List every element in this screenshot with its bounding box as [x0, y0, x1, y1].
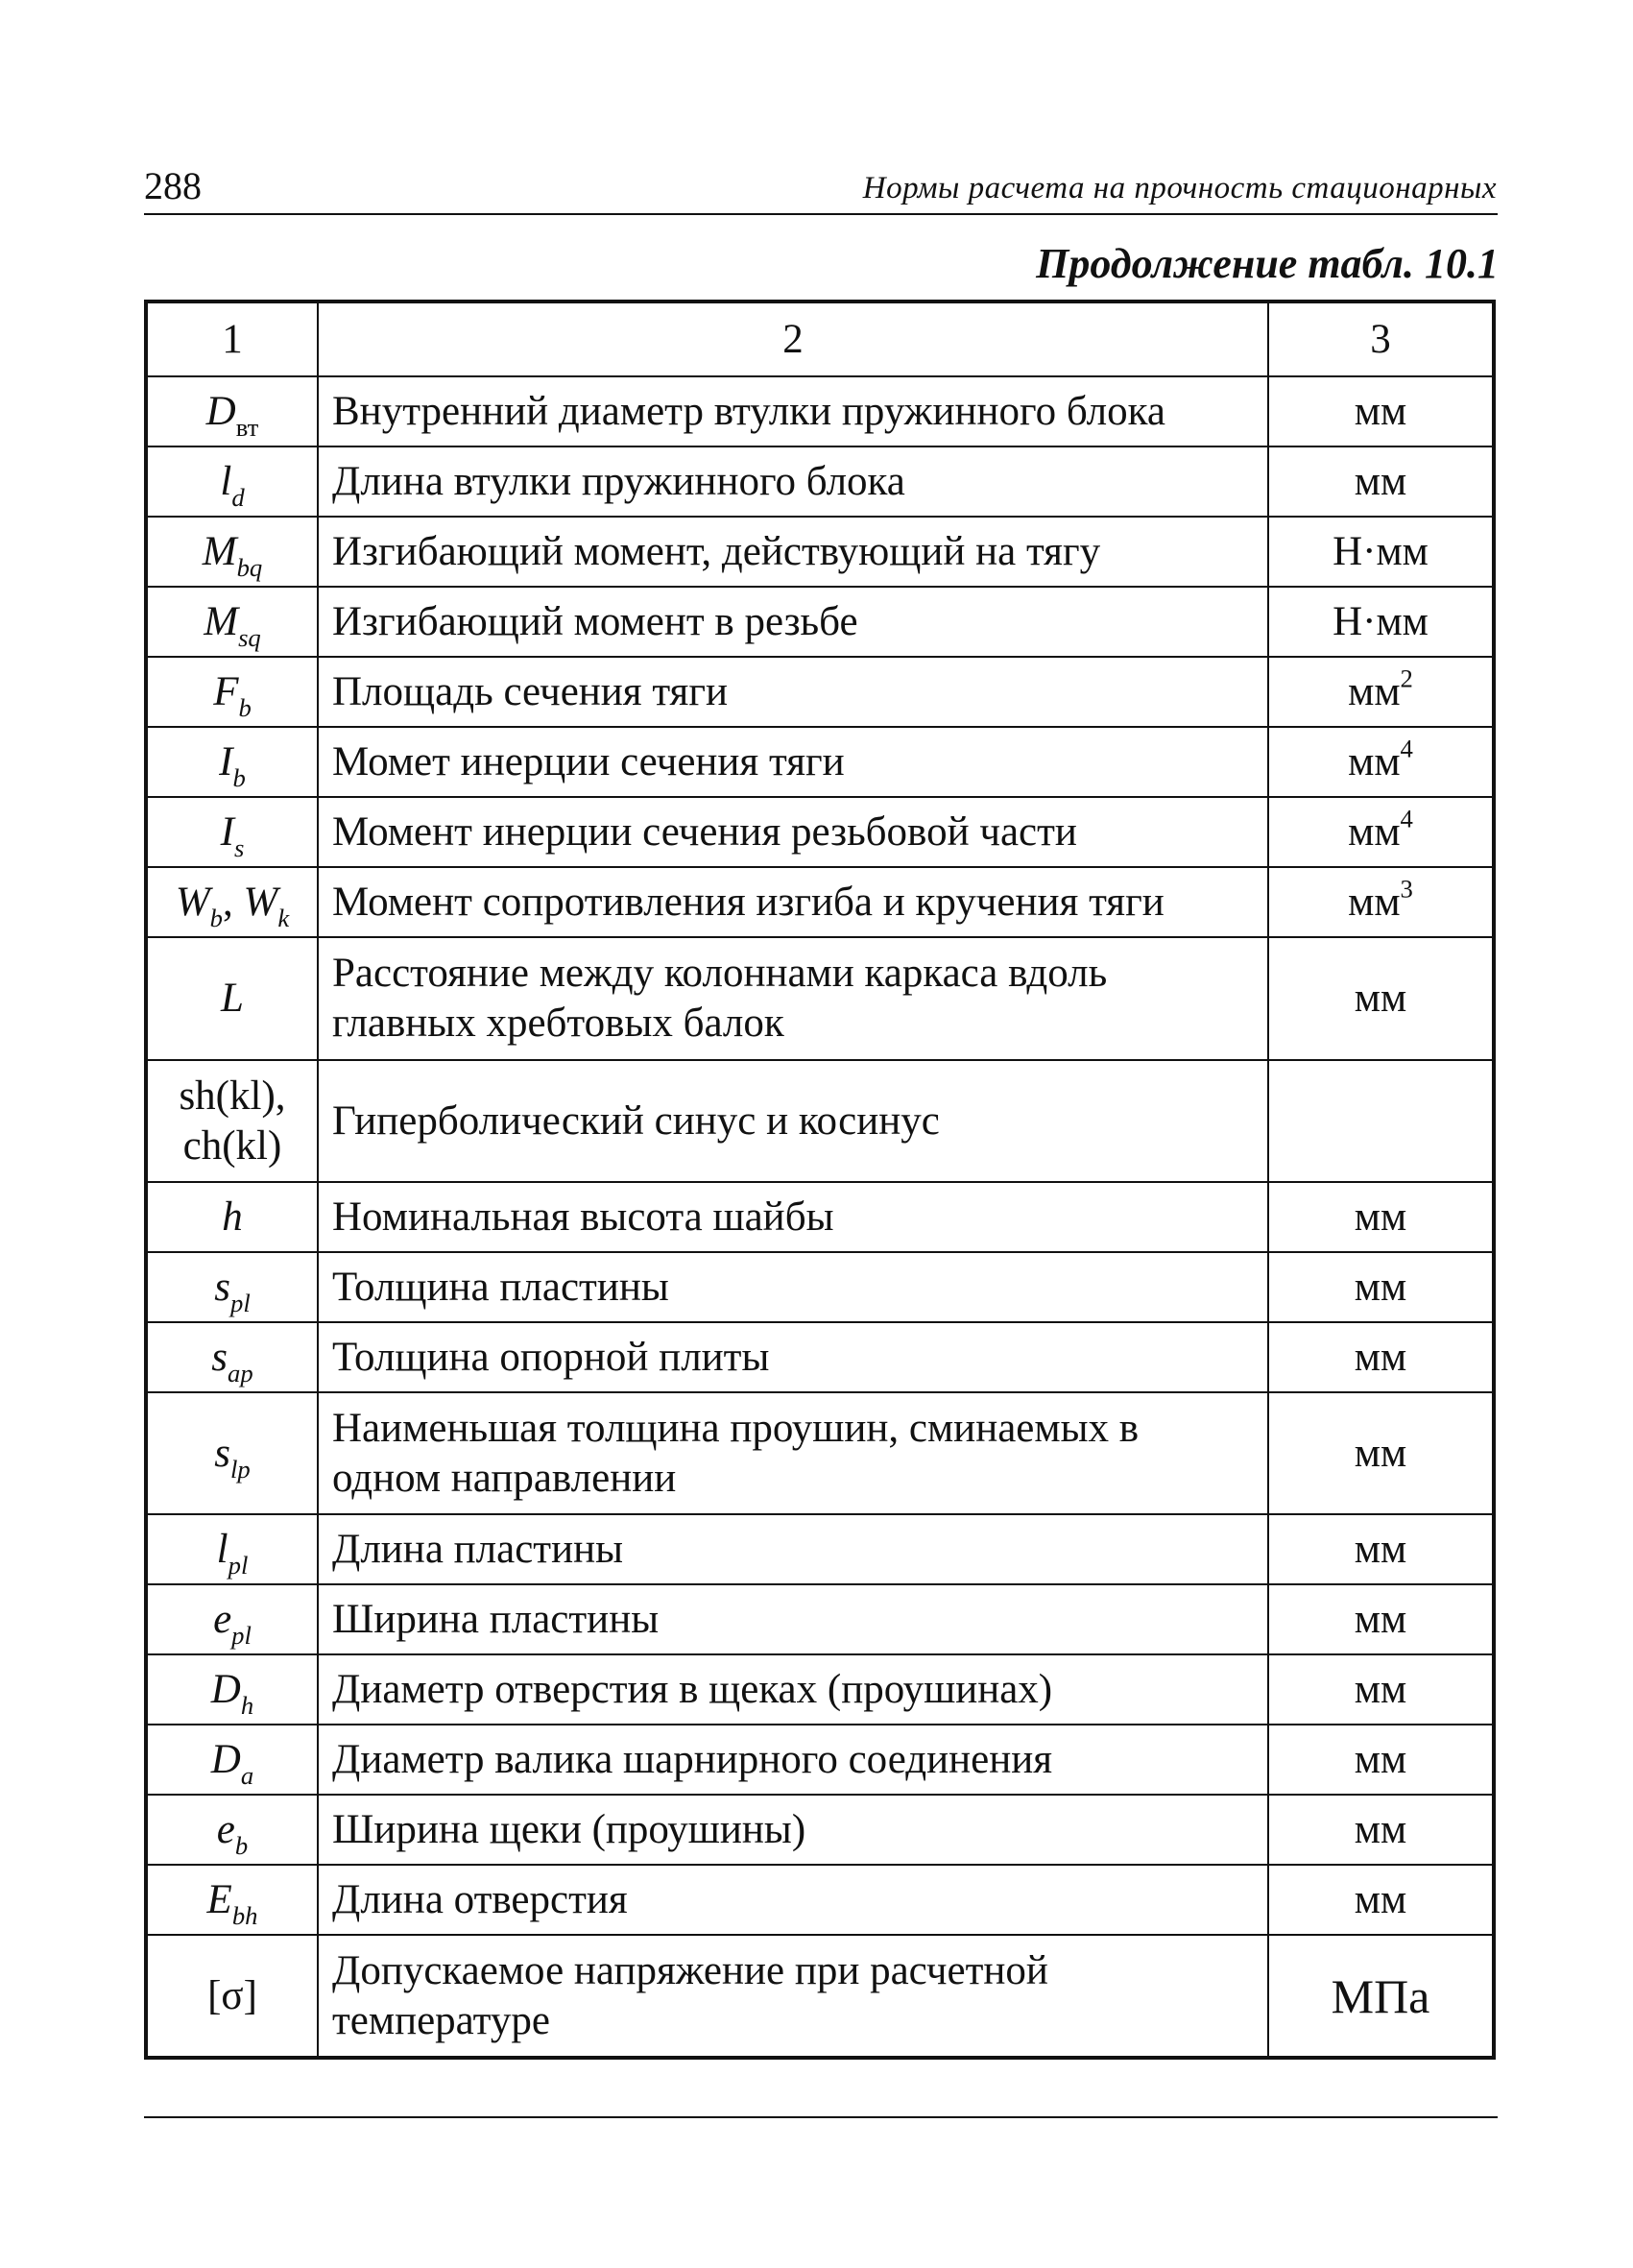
unit-cell: МПа: [1268, 1935, 1494, 2058]
description-cell: Наименьшая толщина проушин, сминаемых в одном направлении: [318, 1392, 1268, 1514]
description-cell: Изгибающий момент в резьбе: [318, 587, 1268, 657]
symbol-cell: $D_{вт}$: [146, 376, 318, 446]
column-header-unit: 3: [1268, 302, 1494, 376]
unit-cell: $мм^4$: [1268, 797, 1494, 867]
description-cell: Момент инерции сечения резьбовой части: [318, 797, 1268, 867]
symbol-cell: [146, 1060, 318, 1182]
page-number: 288: [144, 164, 202, 207]
symbol-cell: $D_a$: [146, 1725, 318, 1795]
table-row: [146, 797, 1494, 867]
table-row: [146, 657, 1494, 727]
unit-cell: мм: [1268, 376, 1494, 446]
description-cell: Гиперболический синус и косинус: [318, 1060, 1268, 1182]
symbol-cell: $E_{bh}$: [146, 1865, 318, 1935]
table-row: [146, 1392, 1494, 1514]
description-cell: Ширина щеки (проушины): [318, 1795, 1268, 1865]
description-cell: Внутренний диаметр втулки пружинного блока: [318, 376, 1268, 446]
symbol-cell: $s_{ap}$: [146, 1322, 318, 1392]
symbol-cell: $l_{pl}$: [146, 1514, 318, 1584]
symbol-cell: $s_{pl}$: [146, 1252, 318, 1322]
table-row: [146, 867, 1494, 937]
table-caption: Продолжение табл. 10.1: [1036, 240, 1499, 287]
symbol-cell: [σ]: [146, 1935, 318, 2058]
table-row: [146, 1654, 1494, 1725]
unit-cell: мм: [1268, 446, 1494, 517]
description-cell: Момет инерции сечения тяги: [318, 727, 1268, 797]
footer-rule: [144, 2116, 1498, 2118]
description-cell: Допускаемое напряжение при расчетной температуре: [318, 1935, 1268, 2058]
symbol-cell: L: [146, 937, 318, 1060]
description-cell: Расстояние между колоннами каркаса вдоль главных хребтовых балок: [318, 937, 1268, 1060]
parameters-table: [144, 300, 1496, 2060]
unit-cell: $мм^3$: [1268, 867, 1494, 937]
unit-cell: мм: [1268, 1865, 1494, 1935]
table-header-row: [146, 302, 1494, 376]
symbol-cell: $I_s$: [146, 797, 318, 867]
description-cell: Толщина опорной плиты: [318, 1322, 1268, 1392]
description-cell: Номинальная высота шайбы: [318, 1182, 1268, 1252]
table-row: [146, 1182, 1494, 1252]
symbol-cell: $l_d$: [146, 446, 318, 517]
description-cell: Площадь сечения тяги: [318, 657, 1268, 727]
symbol-cell: $M_{bq}$: [146, 517, 318, 587]
unit-cell: мм: [1268, 1322, 1494, 1392]
unit-cell: мм: [1268, 937, 1494, 1060]
table-row: [146, 1795, 1494, 1865]
description-cell: Длина отверстия: [318, 1865, 1268, 1935]
symbol-cell: $W_b$, $W_k$: [146, 867, 318, 937]
table-row: [146, 1322, 1494, 1392]
table-row: [146, 517, 1494, 587]
table-row: [146, 1935, 1494, 2058]
table-row: [146, 727, 1494, 797]
table-row: [146, 446, 1494, 517]
table-row: [146, 1584, 1494, 1654]
description-cell: Длина втулки пружинного блока: [318, 446, 1268, 517]
description-cell: Толщина пластины: [318, 1252, 1268, 1322]
table-row: [146, 1865, 1494, 1935]
symbol-cell: $e_{pl}$: [146, 1584, 318, 1654]
table-row: [146, 937, 1494, 1060]
unit-cell: мм: [1268, 1584, 1494, 1654]
description-cell: Ширина пластины: [318, 1584, 1268, 1654]
description-cell: Длина пластины: [318, 1514, 1268, 1584]
description-cell: Изгибающий момент, действующий на тягу: [318, 517, 1268, 587]
table-row: [146, 1252, 1494, 1322]
table-row: [146, 1060, 1494, 1182]
table-row: [146, 1514, 1494, 1584]
column-header-symbol: 1: [146, 302, 318, 376]
unit-cell: [1268, 1060, 1494, 1182]
table-row: [146, 1725, 1494, 1795]
running-header: Нормы расчета на прочность стационарных: [862, 171, 1497, 205]
unit-cell: мм: [1268, 1252, 1494, 1322]
unit-cell: мм: [1268, 1182, 1494, 1252]
unit-cell: $мм^4$: [1268, 727, 1494, 797]
unit-cell: мм: [1268, 1514, 1494, 1584]
header-rule: [144, 213, 1498, 215]
unit-cell: мм: [1268, 1392, 1494, 1514]
symbol-cell: $M_{sq}$: [146, 587, 318, 657]
unit-cell: мм: [1268, 1795, 1494, 1865]
symbol-cell: $F_b$: [146, 657, 318, 727]
description-cell: Диаметр отверстия в щеках (проушинах): [318, 1654, 1268, 1725]
unit-cell: мм: [1268, 1654, 1494, 1725]
symbol-line: sh(kl),: [179, 1073, 286, 1119]
symbol-cell: $D_h$: [146, 1654, 318, 1725]
unit-cell: Н·мм: [1268, 587, 1494, 657]
symbol-cell: $s_{lp}$: [146, 1392, 318, 1514]
symbol-cell: $I_b$: [146, 727, 318, 797]
unit-cell: мм: [1268, 1725, 1494, 1795]
table-row: [146, 376, 1494, 446]
symbol-cell: $e_b$: [146, 1795, 318, 1865]
unit-cell: $мм^2$: [1268, 657, 1494, 727]
symbol-line: ch(kl): [182, 1122, 282, 1169]
description-cell: Момент сопротивления изгиба и кручения тяги: [318, 867, 1268, 937]
description-cell: Диаметр валика шарнирного соединения: [318, 1725, 1268, 1795]
symbol-cell: h: [146, 1182, 318, 1252]
column-header-description: 2: [318, 302, 1268, 376]
table-row: [146, 587, 1494, 657]
unit-cell: Н·мм: [1268, 517, 1494, 587]
